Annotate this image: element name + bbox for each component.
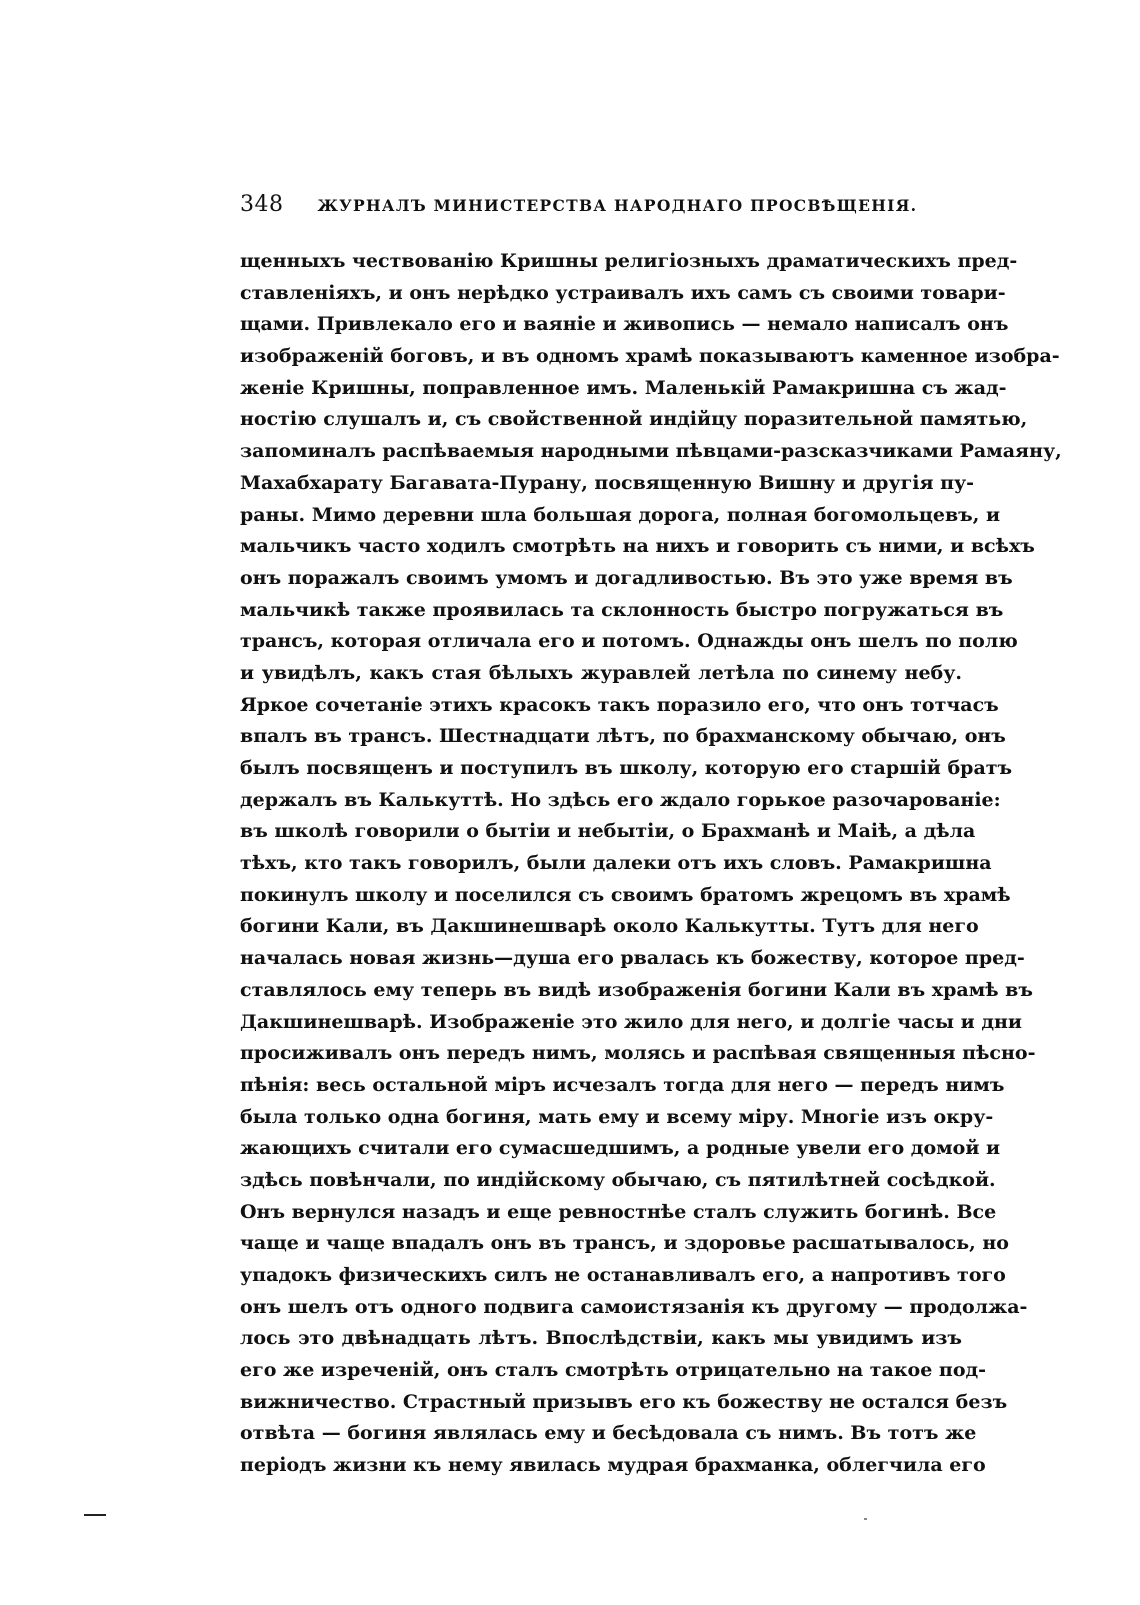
text-line: здѣсь повѣнчали, по индійскому обычаю, съ пятилѣтней сосѣдкой. (240, 1168, 996, 1191)
text-line: мальчикѣ также проявилась та склонность быстро погружаться въ (240, 598, 1004, 621)
text-line: ставленіяхъ, и онъ нерѣдко устраивалъ ихъ самъ съ своими товари- (240, 281, 1006, 304)
text-line: щами. Привлекало его и ваяніе и живопись — немало написалъ онъ (240, 313, 1009, 336)
text-line: мальчикъ часто ходилъ смотрѣть на нихъ и говорить съ ними, и всѣхъ (240, 535, 1035, 558)
text-line: держалъ въ Калькуттѣ. Но здѣсь его ждало горькое разочарованіе: (240, 788, 1001, 811)
text-line: ностію слушалъ и, съ свойственной индійцу поразительной памятью, (240, 408, 1028, 431)
text-line: пѣнія: весь остальной міръ исчезалъ тогда для него — передъ нимъ (240, 1073, 1005, 1096)
text-line: раны. Мимо деревни шла большая дорога, полная богомольцевъ, и (240, 503, 1001, 526)
text-line: Махабхарату Багавата-Пурану, посвященную Вишну и другія пу- (240, 471, 975, 494)
text-line: покинулъ школу и поселился съ своимъ братомъ жрецомъ въ храмѣ (240, 883, 1011, 906)
text-line: ставлялось ему теперь въ видѣ изображенія богини Кали въ храмѣ въ (240, 978, 1033, 1001)
text-line: Яркое сочетаніе этихъ красокъ такъ поразило его, что онъ тотчасъ (240, 693, 999, 716)
text-line: отвѣта — богиня являлась ему и бесѣдовала съ нимъ. Въ тотъ же (240, 1422, 977, 1445)
text-line: Дакшинешварѣ. Изображеніе это жило для него, и долгіе часы и дни (240, 1010, 1023, 1033)
text-line: и увидѣлъ, какъ стая бѣлыхъ журавлей летѣла по синему небу. (240, 661, 962, 684)
text-line: жающихъ считали его сумасшедшимъ, а родные увели его домой и (240, 1137, 1001, 1160)
text-line: лось это двѣнадцать лѣтъ. Впослѣдствіи, какъ мы увидимъ изъ (240, 1327, 962, 1350)
text-line: періодъ жизни къ нему явилась мудрая брахманка, облегчила его (240, 1454, 986, 1477)
body-text (240, 246, 1062, 1482)
text-line: началась новая жизнь—душа его рвалась къ божеству, которое пред- (240, 947, 1025, 970)
text-line: впалъ въ трансъ. Шестнадцати лѣтъ, по брахманскому обычаю, онъ (240, 725, 1006, 748)
text-line: женіе Кришны, поправленное имъ. Маленькій Рамакришна съ жад- (240, 376, 1007, 399)
text-line: богини Кали, въ Дакшинешварѣ около Калькутты. Тутъ для него (240, 915, 979, 938)
text-line: трансъ, которая отличала его и потомъ. Однажды онъ шелъ по полю (240, 630, 1018, 653)
text-line: была только одна богиня, мать ему и всему міру. Многіе изъ окру- (240, 1105, 994, 1128)
text-line: былъ посвященъ и поступилъ въ школу, которую его старшій братъ (240, 757, 1013, 779)
page-header (240, 192, 918, 222)
margin-mark (84, 1514, 106, 1516)
text-line: чаще и чаще впадалъ онъ въ трансъ, и здоровье расшатывалось, но (240, 1232, 1009, 1255)
text-line: онъ шелъ отъ одного подвига самоистязанія къ другому — продолжа- (240, 1295, 1028, 1318)
text-line: вижничество. Страстный призывъ его къ божеству не остался безъ (240, 1390, 1008, 1413)
text-line: изображеній боговъ, и въ одномъ храмѣ показываютъ каменное изобра- (240, 345, 1060, 368)
page-number: 348 (240, 192, 284, 217)
text-line: его же изреченій, онъ сталъ смотрѣть отрицательно на такое под- (240, 1359, 987, 1382)
text-line: запоминалъ распѣваемыя народными пѣвцами-разсказчиками Рамаяну, (240, 440, 1062, 463)
text-line: щенныхъ чествованію Кришны религіозныхъ драматическихъ пред- (240, 250, 1018, 272)
text-line: просиживалъ онъ передъ нимъ, молясь и распѣвая священныя пѣсно- (240, 1042, 1036, 1065)
text-line: упадокъ физическихъ силъ не останавливалъ его, а напротивъ того (240, 1264, 1006, 1286)
running-title: ЖУРНАЛЪ МИНИСТЕРСТВА НАРОДНАГО ПРОСВѢЩЕНІЯ. (317, 196, 918, 215)
text-line: тѣхъ, кто такъ говорилъ, были далеки отъ ихъ словъ. Рамакришна (240, 852, 992, 875)
scan-speck (864, 1518, 867, 1520)
text-line: въ школѣ говорили о бытіи и небытіи, о Брахманѣ и Маіѣ, а дѣла (240, 820, 976, 843)
text-line: Онъ вернулся назадъ и еще ревностнѣе сталъ служить богинѣ. Все (240, 1200, 997, 1223)
text-line: онъ поражалъ своимъ умомъ и догадливостью. Въ это уже время въ (240, 566, 1013, 589)
